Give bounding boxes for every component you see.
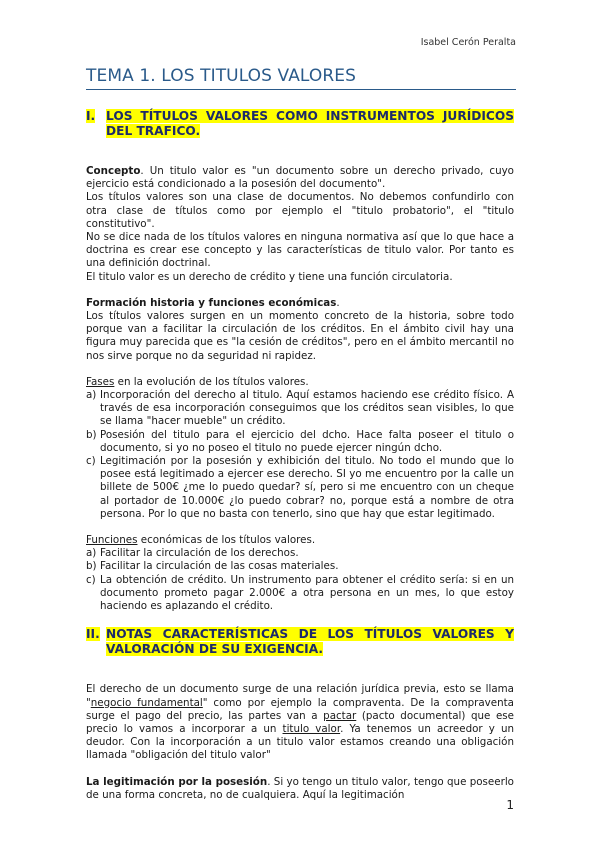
term-pactar: pactar <box>323 709 357 722</box>
term-negocio-fundamental: negocio fundamental <box>90 696 203 709</box>
formacion-paragraph: Los títulos valores surgen en un momento concreto de la historia, sobre todo porque van a facilitar la circulación de los créditos. En el ámbito civil hay una figura muy parecida que es "la cesión de créditos", pero en el ámbito mercantil no nos sirve porque no da seguridad ni rapidez. <box>86 310 514 362</box>
concepto-paragraph-2: Los títulos valores son una clase de documentos. No debemos confundirlo con otra clase de títulos como por ejemplo el "titulo probatorio", el "titulo constitutivo". <box>86 191 514 230</box>
section-2-number: II. <box>86 627 100 642</box>
header-author: Isabel Cerón Peralta <box>420 37 516 48</box>
concepto-paragraph-4: El titulo valor es un derecho de crédito y tiene una función circulatoria. <box>86 270 453 283</box>
document-body <box>86 108 514 802</box>
section-1-title: LOS TÍTULOS VALORES COMO INSTRUMENTOS JURÍDICOS DEL TRAFICO. <box>106 109 514 138</box>
list-item: c) La obtención de crédito. Un instrumento para obtener el crédito sería: si en un documento prometo pagar 2.000€ a otra persona en un mes, lo que estoy haciendo es aplazando el crédito. <box>86 573 514 613</box>
concepto-label: Concepto <box>86 165 141 177</box>
section-1-number: I. <box>86 109 96 123</box>
list-item: c) Legitimación por la posesión y exhibición del titulo. No todo el mundo que lo posee está legitimado a ejercer ese derecho. SI yo me encuentro por la calle un billete de 500€ ¿me lo puedo quedar? sí, pero si me encuentro con un cheque al portador de 10.000€ ¿lo puedo cobrar? no, porque está a nombre de otra persona. Por lo que no basta con tenerlo, sino que hay que estar legitimado. <box>86 455 514 520</box>
funciones-list <box>86 547 514 613</box>
funciones-label: Funciones <box>86 534 138 547</box>
section-heading-1 <box>86 109 514 139</box>
term-titulo-valor: titulo valor <box>282 722 341 735</box>
page-number: 1 <box>506 798 514 812</box>
list-item: b) Posesión del titulo para el ejercicio del dcho. Hace falta poseer el titulo o documento, si yo no poseo el titulo no puede ejercer ningún dcho. <box>86 428 514 454</box>
fases-intro: Fases en la evolución de los títulos valores. <box>86 375 309 388</box>
section-2-title: NOTAS CARACTERÍSTICAS DE LOS TÍTULOS VALORES Y VALORACIÓN DE SU EXIGENCIA. <box>106 627 514 657</box>
formacion-heading: Formación historia y funciones económicas. <box>86 296 340 309</box>
concepto-paragraph: Concepto. Un titulo valor es "un documento sobre un derecho privado, cuyo ejercicio está condicionado a la posesión del documento". <box>86 165 514 191</box>
legitimacion-paragraph: La legitimación por la posesión. Si yo tengo un titulo valor, tengo que poseerlo de una forma concreta, no de cualquiera. Aquí la legitimación <box>86 775 514 801</box>
list-item: a) Facilitar la circulación de los derechos. <box>86 547 299 560</box>
list-item: b) Facilitar la circulación de las cosas materiales. <box>86 560 339 573</box>
section-heading-2 <box>86 627 514 657</box>
list-item: a) Incorporación del derecho al titulo. Aquí estamos haciendo ese crédito físico. A través de esa incorporación conseguimos que los créditos sean visibles, lo que se llama "hacer mueble" un crédito. <box>86 389 514 428</box>
fases-list <box>86 389 514 521</box>
derecho-paragraph: El derecho de un documento surge de una relación jurídica previa, esto se llama "negocio fundamental" como por ejemplo la compraventa. De la compraventa surge el pago del precio, las partes van a pactar (pacto documental) que ese precio lo vamos a incorporar a un titulo valor. Ya tenemos un acreedor y un deudor. Con la incorporación a un titulo valor estamos creando una obligación llamada "obligación del titulo valor" <box>86 683 515 762</box>
concepto-paragraph-3: No se dice nada de los títulos valores en ninguna normativa así que lo que hace a doctrina es crear ese concepto y las características de titulo valor. Por tanto es una definición doctrinal. <box>86 231 514 270</box>
fases-label: Fases <box>86 375 115 388</box>
legitimacion-label: La legitimación por la posesión <box>86 775 268 788</box>
page-title: TEMA 1. LOS TITULOS VALORES <box>86 66 516 90</box>
funciones-intro: Funciones económicas de los títulos valores. <box>86 534 316 547</box>
